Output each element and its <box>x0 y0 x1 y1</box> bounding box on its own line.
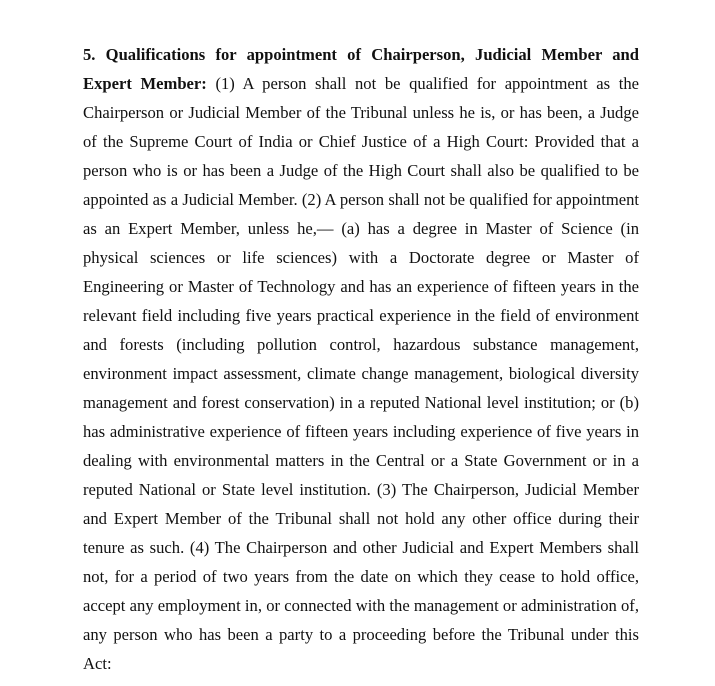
section-5-paragraph <box>83 40 639 678</box>
section-heading: 5. Qualifications for appointment of Chairperson, Judicial Member and Expert Member: <box>83 45 639 93</box>
document-page <box>83 40 639 678</box>
section-body: (1) A person shall not be qualified for appointment as the Chairperson or Judicial Member of the Tribunal unless he is, or has been, a Judge of the Supreme Court of India or Chief Justice of a High Court: Provided that a person who is or has been a Judge of the High Court shall also be qualified to be appointed as a Judicial Member. (2) A person shall not be qualified for appointment as an Expert Member, unless he,— (a) has a degree in Master of Science (in physical sciences or life sciences) with a Doctorate degree or Master of Engineering or Master of Technology and has an experience of fifteen years in the relevant field including five years practical experience in the field of environment and forests (including pollution control, hazardous substance management, environment impact assessment, climate change management, biological diversity management and forest conservation) in a reputed National level institution; or (b) has administrative experience of fifteen years including experience of five years in dealing with environmental matters in the Central or a State Government or in a reputed National or State level institution. (3) The Chairperson, Judicial Member and Expert Member of the Tribunal shall not hold any other office during their tenure as such. (4) The Chairperson and other Judicial and Expert Members shall not, for a period of two years from the date on which they cease to hold office, accept any employment in, or connected with the management or administration of, any person who has been a party to a proceeding before the Tribunal under this Act: <box>83 74 639 673</box>
